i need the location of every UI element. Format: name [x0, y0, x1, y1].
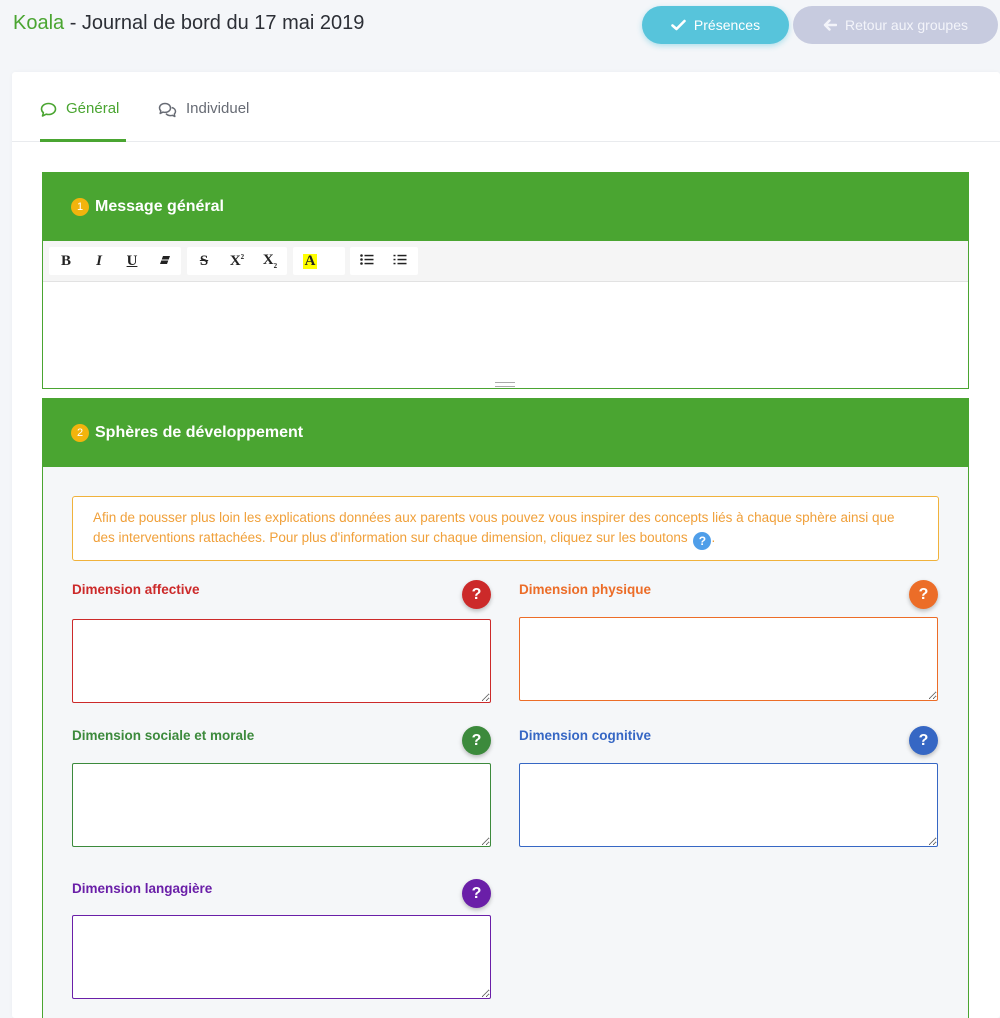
- subscript-button[interactable]: [255, 247, 285, 275]
- numbered-list-icon: [393, 253, 407, 270]
- back-to-groups-label: Retour aux groupes: [845, 17, 968, 33]
- highlight-icon: A: [304, 252, 316, 269]
- dimension-sociale-help-button[interactable]: [462, 726, 491, 755]
- info-text: Afin de pousser plus loin les explications données aux parents vous pouvez vous inspirer des concepts liés à chaque sphère ainsi que des interventions rattachées. Pour plus d'information sur chaque dimension, cliquez sur les boutons: [93, 510, 895, 545]
- toolbar-group-color: [293, 247, 345, 275]
- eraser-icon: [159, 253, 171, 270]
- superscript-glyph: X: [229, 252, 241, 269]
- dimension-langagiere-label: Dimension langagière: [72, 881, 213, 896]
- bold-icon: B: [60, 252, 71, 269]
- journal-card: [12, 72, 1000, 1018]
- dimension-sociale-label: Dimension sociale et morale: [72, 728, 255, 743]
- toolbar-group-style: [49, 247, 181, 275]
- superscript-button[interactable]: [222, 247, 252, 275]
- numbered-list-button[interactable]: [385, 247, 415, 275]
- bullet-list-button[interactable]: [352, 247, 382, 275]
- info-end: .: [711, 530, 716, 545]
- dimension-physique-label: Dimension physique: [519, 582, 652, 597]
- section-number-badge: 2: [71, 424, 89, 442]
- chat-bubbles-icon: [158, 102, 177, 122]
- dimension-cognitive-label: Dimension cognitive: [519, 728, 652, 743]
- presences-button[interactable]: [642, 6, 789, 44]
- chat-bubble-icon: [40, 102, 57, 122]
- clear-format-button[interactable]: [150, 247, 180, 275]
- tab-general-label: Général: [66, 100, 120, 117]
- strikethrough-button[interactable]: [189, 247, 219, 275]
- arrow-left-icon: [823, 19, 837, 31]
- message-editor[interactable]: [43, 282, 968, 388]
- subscript-glyph: X: [262, 252, 274, 268]
- group-name: Koala: [13, 12, 65, 34]
- section-title: Message général: [95, 198, 224, 215]
- tab-individuel-label: Individuel: [186, 100, 250, 117]
- italic-icon: I: [96, 252, 102, 269]
- toolbar-group-font: [187, 247, 287, 275]
- italic-button[interactable]: [84, 247, 114, 275]
- bold-button[interactable]: [51, 247, 81, 275]
- dimension-affective-input[interactable]: [72, 619, 491, 703]
- underline-button[interactable]: [117, 247, 147, 275]
- check-icon: [671, 19, 686, 31]
- dimension-langagiere-input[interactable]: [72, 915, 491, 999]
- section-spheres: [42, 398, 969, 1018]
- toolbar-group-list: [350, 247, 418, 275]
- editor-toolbar: [43, 241, 968, 282]
- title-text: - Journal de bord du 17 mai 2019: [64, 12, 365, 34]
- question-icon: ?: [471, 585, 482, 603]
- question-icon: ?: [918, 585, 929, 603]
- section-message-general: [42, 172, 969, 389]
- dimension-affective-help-button[interactable]: [462, 580, 491, 609]
- help-icon: ?: [693, 532, 711, 550]
- presences-label: Présences: [693, 17, 761, 33]
- dimension-affective-label: Dimension affective: [72, 582, 200, 597]
- question-icon: ?: [471, 731, 482, 749]
- dimension-physique-input[interactable]: [519, 617, 938, 701]
- highlight-button[interactable]: [295, 247, 325, 275]
- superscript-icon: $X^2$: [229, 252, 245, 269]
- tabs-bar: [12, 72, 1000, 142]
- dimension-cognitive-help-button[interactable]: [909, 726, 938, 755]
- section-title: Sphères de développement: [95, 424, 304, 441]
- section-header: [43, 399, 968, 467]
- dimension-langagiere-help-button[interactable]: [462, 879, 491, 908]
- section-number-badge: 1: [71, 198, 89, 216]
- dimension-cognitive-input[interactable]: [519, 763, 938, 847]
- section-header: [43, 173, 968, 241]
- underline-icon: U: [126, 252, 138, 269]
- tab-general[interactable]: [40, 100, 126, 142]
- bullet-list-icon: [360, 253, 374, 270]
- back-to-groups-button[interactable]: [793, 6, 998, 44]
- dimension-physique-help-button[interactable]: [909, 580, 938, 609]
- tab-individuel[interactable]: [158, 100, 249, 142]
- resize-handle[interactable]: [495, 382, 515, 387]
- question-icon: ?: [471, 884, 482, 902]
- page-title: [13, 12, 364, 35]
- info-box: [72, 496, 939, 561]
- dimension-sociale-input[interactable]: [72, 763, 491, 847]
- strikethrough-icon: S: [199, 252, 209, 269]
- question-icon: ?: [918, 731, 929, 749]
- subscript-icon: $X_2$: [262, 252, 278, 270]
